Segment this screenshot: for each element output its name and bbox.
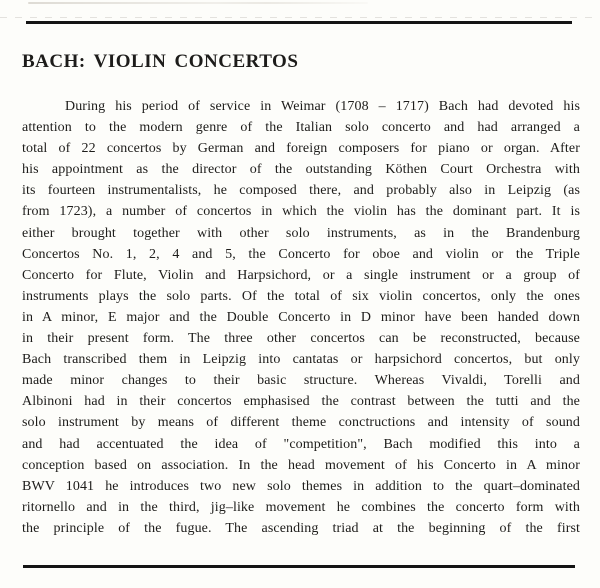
- text-line: in their present form. The three other concertos can be reconstructed, because: [22, 331, 580, 347]
- page-title: BACH: VIOLIN CONCERTOS: [22, 51, 299, 72]
- bottom-rule: [23, 565, 575, 568]
- text-line: instruments plays the solo parts. Of the total of six violin concertos, only the ones: [22, 288, 580, 304]
- text-line: ritornello and in the third, jig–like movement he combines the concerto form with: [22, 499, 580, 515]
- top-rule: [26, 21, 572, 24]
- liner-notes-text: [22, 96, 580, 539]
- text-line: Albinoni had in their concertos emphasised the contrast between the tutti and the: [22, 394, 580, 410]
- text-line: During his period of service in Weimar (1708 – 1717) Bach had devoted his: [65, 99, 580, 114]
- text-line: the principle of the fugue. The ascending triad at the beginning of the first: [22, 520, 580, 536]
- text-line: and had accentuated the idea of "competition", Bach modified this into a: [22, 436, 580, 452]
- text-line: Concertos No. 1, 2, 4 and 5, the Concerto for oboe and violin or the Triple: [22, 246, 580, 262]
- scan-artifact-smudge: [28, 2, 368, 4]
- text-line: Bach transcribed them in Leipzig into cantatas or harpsichord concertos, but only: [22, 352, 580, 368]
- text-line: its fourteen instrumentalists, he composed there, and probably also in Leipzig (as: [22, 183, 580, 199]
- text-line: made minor changes to their basic structure. Whereas Vivaldi, Torelli and: [22, 373, 580, 389]
- scan-artifact-dots: [0, 17, 600, 18]
- text-line: total of 22 concertos by German and foreign composers for piano or organ. After: [22, 141, 580, 157]
- text-line: either brought together with other solo instruments, as in the Brandenburg: [22, 225, 580, 241]
- text-line: conception based on association. In the head movement of his Concerto in A minor: [22, 457, 580, 473]
- text-line: from 1723), a number of concertos in which the violin has the dominant part. It is: [22, 204, 580, 220]
- text-line: in A minor, E major and the Double Concerto in D minor have been handed down: [22, 309, 580, 325]
- text-line: Concerto for Flute, Violin and Harpsichord, or a single instrument or a group of: [22, 267, 580, 283]
- text-line: his appointment as the director of the outstanding Köthen Court Orchestra with: [22, 162, 580, 178]
- text-line: solo instrument by means of different theme conctructions and intensity of sound: [22, 415, 580, 431]
- text-line: BWV 1041 he introduces two new solo themes in addition to the quart–dominated: [22, 478, 580, 494]
- text-line: attention to the modern genre of the Italian solo concerto and had arranged a: [22, 120, 580, 136]
